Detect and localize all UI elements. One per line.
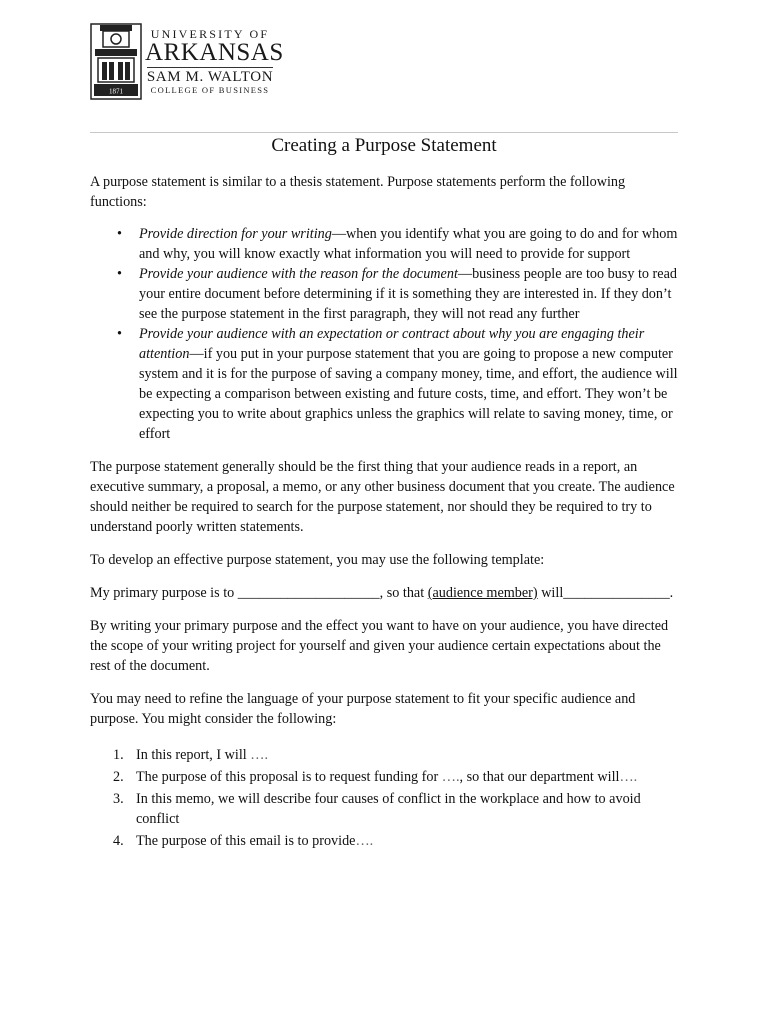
example-text: The purpose of this email is to provide	[136, 833, 356, 849]
bullet-marker: •	[117, 266, 122, 282]
letterhead-line-university: UNIVERSITY OF	[150, 27, 270, 41]
bullet-marker: •	[117, 226, 122, 242]
old-main-tower-icon	[90, 20, 142, 100]
bullet-lead: Provide your audience with the reason for the document	[139, 266, 458, 282]
paragraph-scope: By writing your primary purpose and the effect you want to have on your audience, you have directed the scope of your writing project for yourself and given your audience certain expectations about the rest of the document.	[90, 618, 669, 674]
ellipsis: ….	[441, 769, 460, 785]
list-item	[90, 767, 680, 787]
list-item	[90, 831, 680, 851]
university-logo	[90, 20, 284, 100]
header-divider	[90, 132, 678, 133]
bullet-text: —if you put in your purpose statement that you are going to propose a new computer system and it is for the purpose of saving a company money, time, and effort, the audience will be expecting a comparison between existing and future costs, time, and effort. They won’t be expecting you to write about graphics unless the graphics will relate to saving money, time, or effort	[139, 346, 678, 442]
example-text: The purpose of this proposal is to request funding for	[136, 769, 442, 785]
bullet-text: —business people are too busy to read your entire document before determining if it is something they are interested in. If they don’t see the purpose statement in the first paragraph, they will not read any further	[139, 266, 677, 322]
functions-list	[90, 224, 680, 444]
example-text-2: , so that our department will	[459, 769, 620, 785]
example-text: In this memo, we will describe four causes of conflict in the workplace and how to avoid conflict	[136, 791, 641, 827]
letterhead-rule	[147, 67, 273, 68]
list-item	[90, 324, 680, 444]
paragraph-purpose-first: The purpose statement generally should be the first thing that your audience reads in a report, an executive summary, a proposal, a memo, or any other business document that you create. The audience should neither be required to search for the purpose statement, nor should they be required to try to understand poorly written statements.	[90, 459, 675, 535]
template-part-2: will_______________.	[537, 585, 674, 601]
page-title: Creating a Purpose Statement	[271, 135, 497, 156]
item-number: 2.	[113, 769, 124, 785]
bullet-marker: •	[117, 326, 122, 342]
paragraph-refine: You may need to refine the language of your purpose statement to fit your specific audience and purpose. You might consider the following:	[90, 691, 636, 727]
example-text: In this report, I will	[136, 747, 251, 763]
bullet-lead: Provide your audience with an expectation or contract about why you are engaging their attention	[139, 326, 645, 362]
list-item	[90, 224, 680, 264]
letterhead-line-walton: SAM M. WALTON	[146, 69, 274, 85]
list-item	[90, 745, 680, 765]
bullet-lead: Provide direction for your writing	[139, 226, 332, 242]
ellipsis: ….	[619, 769, 638, 785]
item-number: 4.	[113, 833, 124, 849]
paragraph-template-intro: To develop an effective purpose statement, you may use the following template:	[90, 552, 545, 568]
intro-paragraph: A purpose statement is similar to a thesis statement. Purpose statements perform the following functions:	[90, 174, 626, 210]
document-body	[90, 172, 680, 853]
list-item	[90, 264, 680, 324]
list-item	[90, 789, 680, 829]
seal-year: 1871	[109, 87, 123, 96]
letterhead-text	[145, 20, 284, 95]
ellipsis: ….	[250, 747, 269, 763]
bullet-text: —when you identify what you are going to do and for whom and why, you will know exactly what information you will need to provide for support	[139, 226, 678, 262]
item-number: 3.	[113, 791, 124, 807]
examples-list	[90, 745, 680, 851]
template-line	[90, 583, 680, 603]
letterhead-line-arkansas: ARKANSAS	[145, 39, 284, 66]
template-audience-member: (audience member)	[427, 585, 538, 601]
letterhead-line-college: COLLEGE OF BUSINESS	[150, 85, 270, 95]
ellipsis: ….	[355, 833, 374, 849]
template-part-1: My primary purpose is to ____________________, so that	[90, 585, 428, 601]
item-number: 1.	[113, 747, 124, 763]
